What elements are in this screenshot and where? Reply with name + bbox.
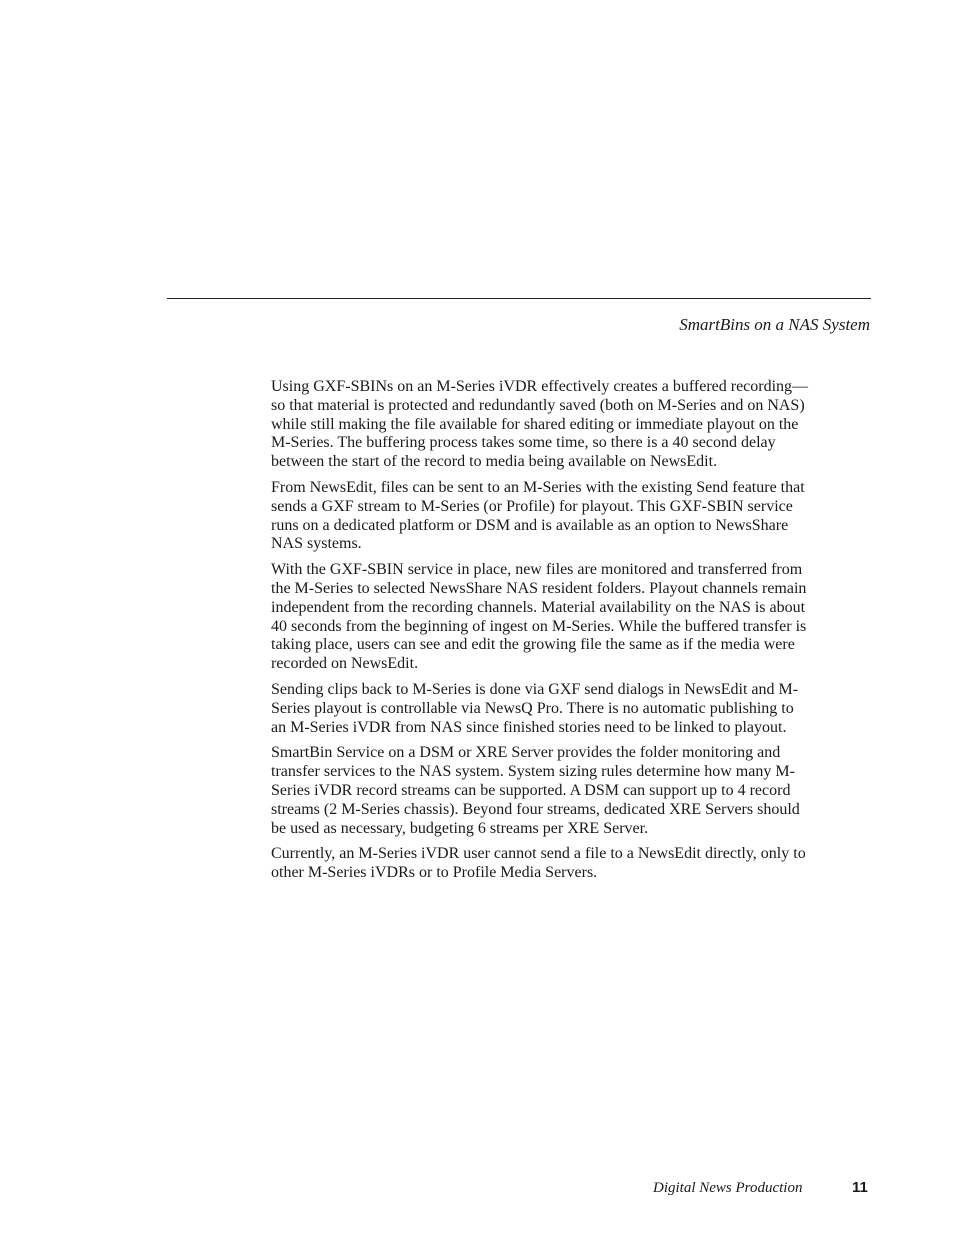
paragraph-2: From NewsEdit, files can be sent to an M-Series with the existing Send feature that sends a GXF stream to M-Series (or Profile) for playout. This GXF-SBIN service runs on a dedicated platform or DSM and is available as an option to NewsShare NAS systems. [271, 478, 805, 553]
header-rule [167, 298, 871, 299]
paragraph-4: Sending clips back to M-Series is done via GXF send dialogs in NewsEdit and M-Series playout is controllable via NewsQ Pro. There is no automatic publishing to an M-Series iVDR from NAS since finished stories need to be linked to playout. [271, 680, 799, 736]
paragraph-5: SmartBin Service on a DSM or XRE Server provides the folder monitoring and transfer services to the NAS system. System sizing rules determine how many M-Series iVDR record streams can be supported. A DSM can support up to 4 record streams (2 M-Series chassis). Beyond four streams, dedicated XRE Servers should be used as necessary, budgeting 6 streams per XRE Server. [271, 744, 800, 837]
paragraph-1: Using GXF-SBINs on an M-Series iVDR effectively creates a buffered recording—so that material is protected and redundantly saved (both on M-Series and on NAS) while still making the file available for shared editing or immediate playout on the M-Series. The buffering process takes some time, so there is a 40 second delay between the start of the record to media being available on NewsEdit. [271, 378, 809, 471]
page-number: 11 [852, 1179, 868, 1196]
paragraph-3: With the GXF-SBIN service in place, new files are monitored and transferred from the M-Series to selected NewsShare NAS resident folders. Playout channels remain independent from the recording channels. Material availability on the NAS is about 40 seconds from the beginning of ingest on M-Series. While the buffered transfer is taking place, users can see and edit the growing file the same as if the media were recorded on NewsEdit. [271, 561, 807, 673]
section-title: SmartBins on a NAS System [679, 315, 870, 334]
paragraph-6: Currently, an M-Series iVDR user cannot send a file to a NewsEdit directly, only to other M-Series iVDRs or to Profile Media Servers. [271, 845, 806, 882]
body-text [271, 378, 811, 890]
footer-title: Digital News Production [653, 1180, 803, 1196]
